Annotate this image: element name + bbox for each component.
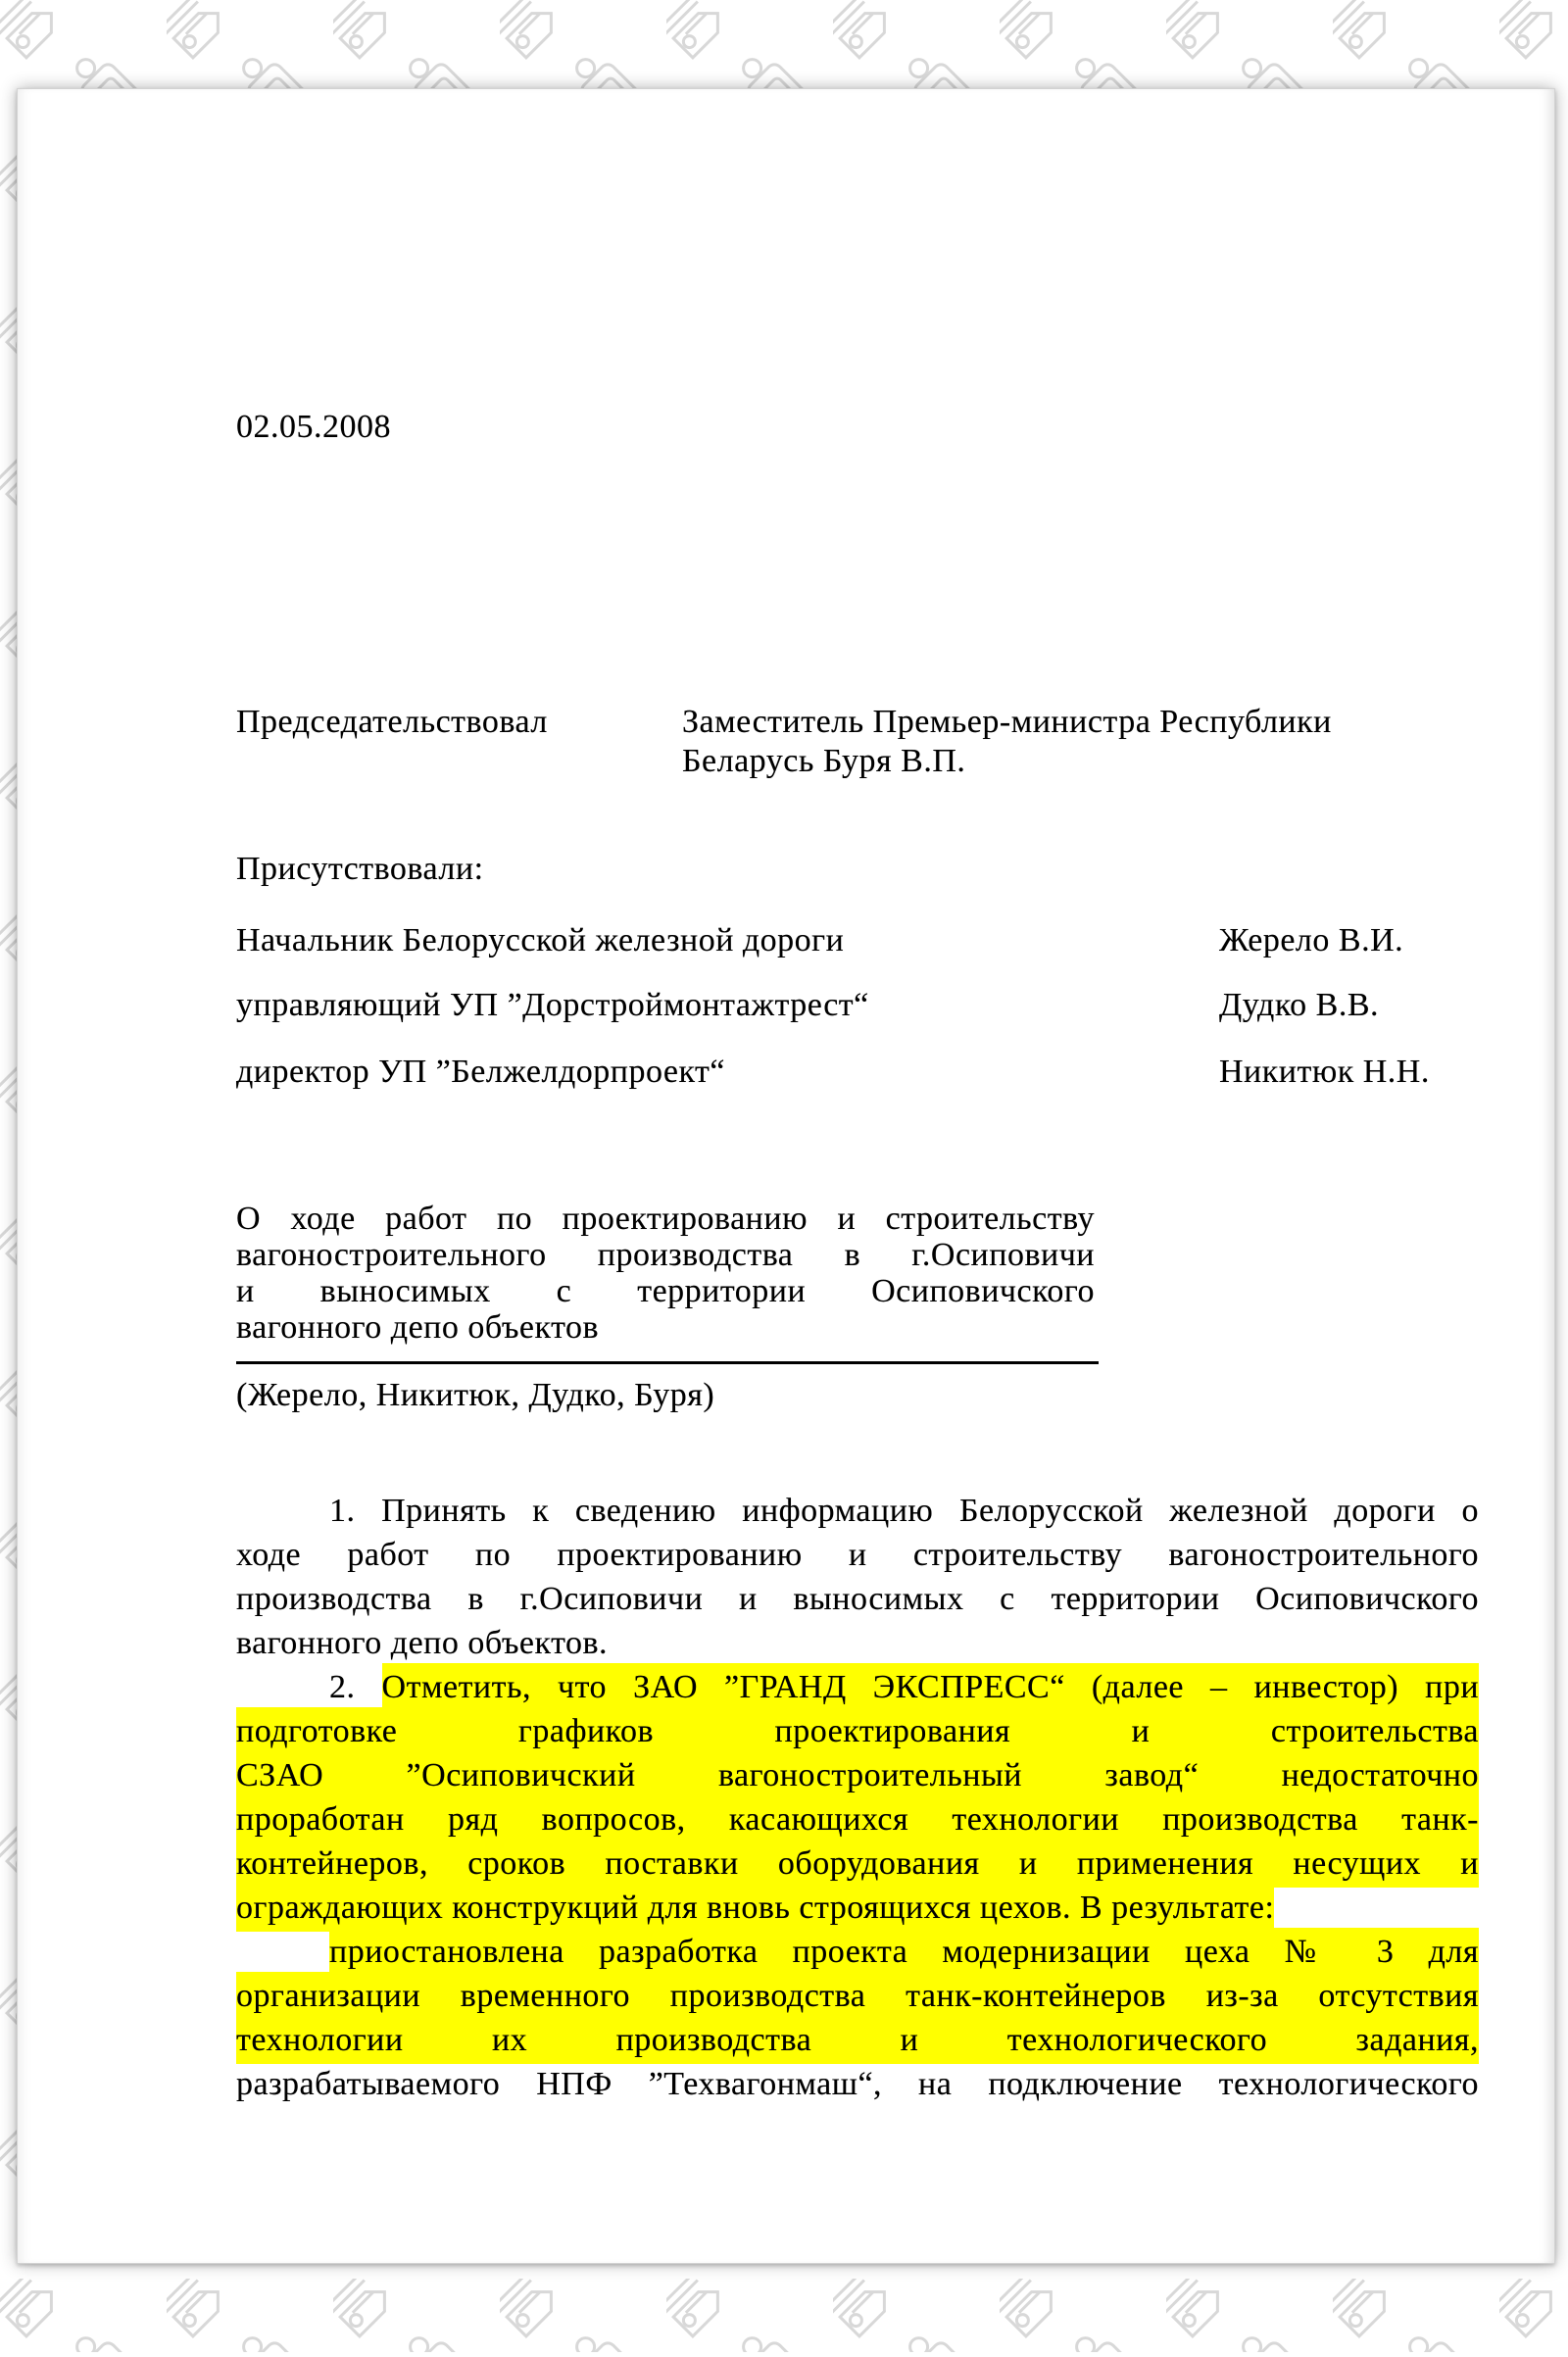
paragraph-line: вагонного депо объектов. xyxy=(236,1625,609,1661)
paragraph-line xyxy=(236,1709,1479,1753)
attendees-label: Присутствовали: xyxy=(236,851,484,887)
highlighted-text: организации временного производства танк-контейнеров из-за отсутствия xyxy=(236,1972,1479,2020)
highlighted-text: ограждающих конструкций для вновь строящихся цехов. В результате: xyxy=(236,1884,1274,1932)
attendee-row xyxy=(236,921,1479,960)
attendee-row xyxy=(236,1053,1479,1092)
paragraph-line xyxy=(236,1841,1479,1886)
subject-title xyxy=(236,1201,1095,1346)
attendee-role: директор УП ”Белжелдорпроект“ xyxy=(236,1054,725,1090)
paragraph-line xyxy=(236,1886,1479,1930)
attendee-role: управляющий УП ”Дорстроймонтажтрест“ xyxy=(236,987,869,1023)
resolution-body xyxy=(236,1489,1479,2106)
attendee-role: Начальник Белорусской железной дороги xyxy=(236,922,845,958)
subject-line: и выносимых с территории Осиповичского xyxy=(236,1273,1095,1309)
highlighted-text: технологии их производства и технологического задания, xyxy=(236,2016,1479,2064)
paragraph-number: 2. xyxy=(329,1669,356,1705)
paragraph-line xyxy=(236,2018,1479,2062)
paragraph-line: ходе работ по проектированию и строительству вагоностроительного xyxy=(236,1537,1479,1573)
paragraph-line xyxy=(236,1665,1479,1709)
paragraph-line: производства в г.Осиповичи и выносимых с территории Осиповичского xyxy=(236,1581,1479,1617)
highlighted-text: подготовке графиков проектирования и строительства xyxy=(236,1707,1479,1755)
highlighted-text: приостановлена разработка проекта модернизации цеха № 3 для xyxy=(329,1928,1479,1976)
paragraph-line: разрабатываемого НПФ ”Техвагонмаш“, на подключение технологического xyxy=(236,2066,1479,2102)
speakers-line: (Жерело, Никитюк, Дудко, Буря) xyxy=(236,1377,715,1413)
chair-row xyxy=(236,703,1479,779)
paragraph-line xyxy=(236,1974,1479,2018)
chair-label: Председательствовал xyxy=(236,704,548,740)
highlighted-text: СЗАО ”Осиповичский вагоностроительный завод“ недостаточно xyxy=(236,1751,1479,1799)
subject-line: вагонного депо объектов xyxy=(236,1309,600,1346)
subject-underline xyxy=(236,1361,1099,1364)
paragraph-line xyxy=(236,1930,1479,1974)
subject-line: вагоностроительного производства в г.Осиповичи xyxy=(236,1237,1095,1273)
highlighted-text: Отметить, что ЗАО ”ГРАНД ЭКСПРЕСС“ (далее – инвестор) при xyxy=(382,1663,1479,1711)
paragraph-line xyxy=(236,1797,1479,1841)
document-date: 02.05.2008 xyxy=(236,409,391,445)
subject-line: О ходе работ по проектированию и строительству xyxy=(236,1201,1095,1237)
paragraph-line: 1. Принять к сведению информацию Белорусской железной дороги о xyxy=(329,1493,1479,1529)
attendee-name: Никитюк Н.Н. xyxy=(1219,1054,1430,1090)
attendee-name: Жерело В.И. xyxy=(1219,922,1404,958)
attendee-row xyxy=(236,986,1479,1025)
highlighted-text: проработан ряд вопросов, касающихся технологии производства танк- xyxy=(236,1795,1479,1843)
document-page xyxy=(17,88,1555,2264)
highlighted-text: контейнеров, сроков поставки оборудования и применения несущих и xyxy=(236,1840,1479,1888)
chair-value: Заместитель Премьер-министра Республики Беларусь Буря В.П. xyxy=(682,704,1332,779)
attendee-name: Дудко В.В. xyxy=(1219,987,1379,1023)
paragraph-line xyxy=(236,1753,1479,1797)
